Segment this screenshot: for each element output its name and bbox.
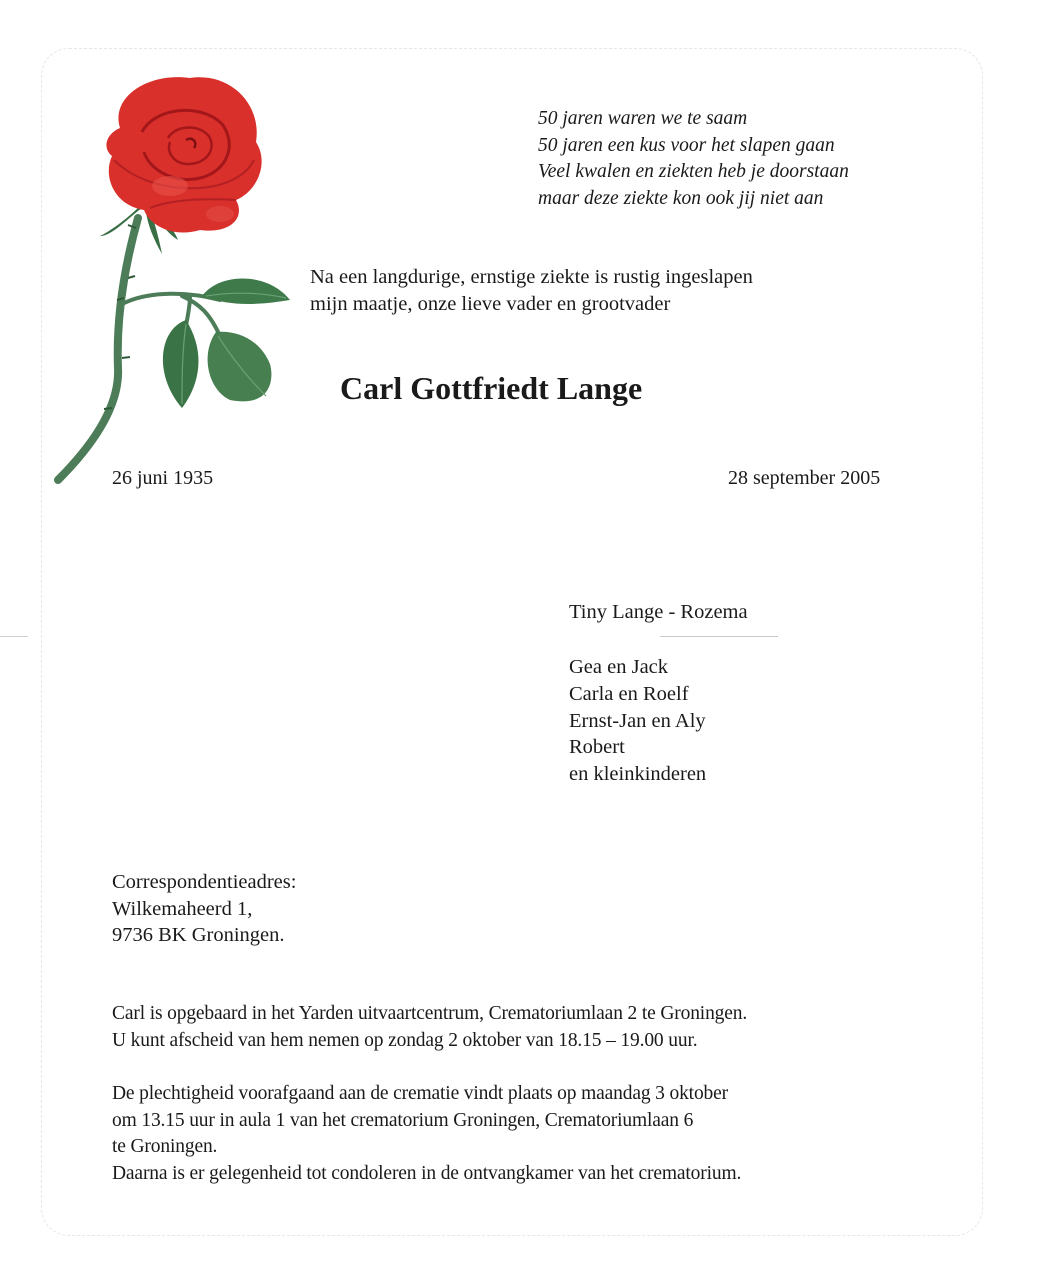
intro-line: Na een langdurige, ernstige ziekte is rustig ingeslapen [310, 266, 753, 288]
rose-bloom [106, 77, 261, 232]
viewing-line: Carl is opgebaard in het Yarden uitvaartcentrum, Crematoriumlaan 2 te Groningen. [112, 1003, 748, 1024]
deceased-name: Carl Gottfriedt Lange [340, 370, 643, 406]
address-street: Wilkemaheerd 1, [112, 897, 253, 920]
viewing-info [112, 1001, 747, 1054]
ceremony-line: om 13.15 uur in aula 1 van het crematorium Groningen, Crematoriumlaan 6 [112, 1109, 694, 1131]
family-member: Carla en Roelf [569, 682, 689, 705]
family-member: Gea en Jack [569, 656, 669, 678]
divider [660, 636, 778, 637]
announcement-intro [310, 264, 753, 317]
viewing-line: U kunt afscheid van hem nemen op zondag 2 oktober van 18.15 – 19.00 uur. [112, 1029, 698, 1051]
spouse-name: Tiny Lange - Rozema [569, 601, 748, 623]
rose-stem [58, 218, 138, 480]
intro-line: mijn maatje, onze lieve vader en grootvader [310, 292, 671, 315]
rose-branch [122, 294, 220, 336]
ceremony-line: te Groningen. [112, 1136, 218, 1157]
correspondence-address [112, 869, 296, 949]
rose-leaf-left [163, 320, 199, 408]
ceremony-info [112, 1081, 741, 1187]
rose-illustration-icon [50, 68, 300, 488]
family-member: en kleinkinderen [569, 763, 707, 786]
ceremony-line: De plechtigheid voorafgaand aan de crematie vindt plaats op maandag 3 oktober [112, 1083, 729, 1104]
ceremony-line: Daarna is er gelegenheid tot condoleren in de ontvangkamer van het crematorium. [112, 1162, 742, 1184]
address-city: 9736 BK Groningen. [112, 924, 285, 946]
poem-line: maar deze ziekte kon ook jij niet aan [538, 187, 824, 209]
poem-line: 50 jaren een kus voor het slapen gaan [538, 134, 835, 156]
death-date: 28 september 2005 [728, 467, 881, 489]
poem-line: 50 jaren waren we te saam [538, 108, 748, 129]
birth-date: 26 juni 1935 [112, 467, 214, 489]
family-member: Ernst-Jan en Aly [569, 709, 706, 732]
fold-mark [0, 636, 28, 637]
family-member: Robert [569, 736, 625, 759]
poem [538, 106, 849, 212]
family-list [569, 654, 706, 788]
address-label: Correspondentieadres: [112, 871, 297, 893]
poem-line: Veel kwalen en ziekten heb je doorstaan [538, 161, 849, 182]
